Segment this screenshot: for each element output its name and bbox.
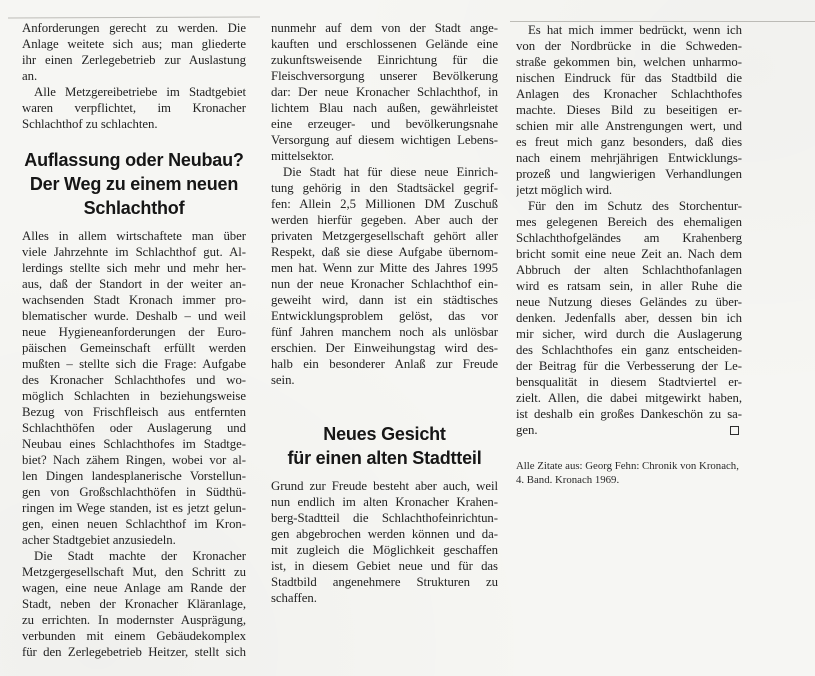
text-line: aus, daß der Standort in der weiter an-: [22, 277, 246, 291]
text-line: wagen, eine neue Anlage am Rande der: [22, 581, 246, 595]
text-line: Anforderungen gerecht zu werden. Die: [22, 21, 246, 35]
text-line: Respekt, daß sie diese Aufgabe übernom-: [271, 245, 498, 259]
text-line: geweiht wird, dann ist ein städtisches: [271, 293, 498, 307]
text-line: Die Stadt machte der Kronacher: [34, 549, 246, 563]
text-line: tung gehörig in den Stadtsäckel gegrif-: [271, 181, 498, 195]
column-1: [22, 20, 246, 660]
text-line: lerdings stellte sich mehr und mehr her-: [22, 261, 246, 275]
text-line: wird es ratsam sein, in aller Ruhe die: [516, 279, 742, 293]
text-line: Grund zur Freude besteht aber auch, weil: [271, 479, 498, 493]
end-of-article-mark: [730, 426, 739, 435]
text-line: schien mir alle Anstrengungen wert, und: [516, 119, 742, 133]
heading-line: Der Weg zu einem neuen: [29, 174, 239, 194]
text-line: des Kronacher Schlachthofes und wo-: [22, 373, 246, 387]
text-line: nunmehr auf dem von der Stadt ange-: [271, 21, 498, 35]
text-line: waren verpflichtet, im Kronacher: [22, 101, 246, 115]
text-line: des Schlachthofes ein ganz entscheiden-: [516, 343, 742, 357]
text-line: Fleischversorgung unserer Bevölkerung: [271, 69, 498, 83]
text-line: zielt. Allen, die dabei mitgewirkt haben,: [516, 391, 742, 405]
footnote: [516, 460, 742, 487]
footnote-line: Alle Zitate aus: Georg Fehn: Chronik von Kronach,: [516, 460, 739, 472]
heading-line: Auflassung oder Neubau?: [24, 150, 244, 170]
text-line: bensqualität in diesem Stadtviertel er-: [516, 375, 742, 389]
paragraph: [22, 548, 246, 660]
text-line: ringen im Wege standen, ist es jetzt gelun-: [22, 501, 246, 515]
text-line: Alle Metzgereibetriebe im Stadtgebiet: [34, 85, 246, 99]
text-line: bricht somit eine neue Zeit an. Nach dem: [516, 247, 742, 261]
text-line: denken. Jedenfalls aber, dessen bin ich: [516, 311, 742, 325]
paragraph: [22, 84, 246, 132]
paragraph: [22, 20, 246, 84]
text-line: Neubau eines Schlachthofes im Stadtge-: [22, 437, 246, 451]
text-line: blematischer wurde. Deshalb – und weil: [22, 309, 246, 323]
text-line: Es hat mich immer bedrückt, wenn ich: [528, 23, 742, 37]
text-line: Stadtbild angenehmere Strukturen zu: [271, 575, 498, 589]
paragraph: [271, 478, 498, 606]
text-line: werden hierfür gegeben. Aber auch der: [271, 213, 498, 227]
text-line: Abbruch der alten Schlachthofanlagen: [516, 263, 742, 277]
heading-neues-gesicht: [271, 422, 498, 470]
text-line: Bezug von Frischfleisch aus entfernten: [22, 405, 246, 419]
text-line: nun der neue Kronacher Schlachthof ein-: [271, 277, 498, 291]
text-line: möglich Schlachten in beziehungsweise: [22, 389, 246, 403]
text-line: verbunden mit einem Gebäudekomplex: [22, 629, 246, 643]
text-line: privaten Metzgergesellschaft gehört aller: [271, 229, 498, 243]
text-line: jetzt möglich wird.: [516, 183, 613, 197]
text-line: kauften und erschlossenen Gelände eine: [271, 37, 498, 51]
text-line: fen: Allein 2,5 Millionen DM Zuschuß: [271, 197, 498, 211]
text-line: zukunftsweisende Einrichtung für die: [271, 53, 498, 67]
text-line: dar: Der neue Kronacher Schlachthof, in: [271, 85, 498, 99]
text-line: berg-Stadtteil die Schlachthofeinrichtun-: [271, 511, 498, 525]
text-line: Stadt, neben der Kronacher Kläranlage,: [22, 597, 246, 611]
text-line: sein.: [271, 373, 295, 387]
text-line: prozeß und langwierigen Verhandlungen: [516, 167, 742, 181]
text-line: Alles in allem wirtschaftete man über: [22, 229, 246, 243]
text-line: Schlachthof zu schlachten.: [22, 117, 158, 131]
text-line: ist deshalb ein großes Dankeschön zu sa-: [516, 407, 742, 421]
text-line: men hat. Wenn zur Mitte des Jahres 1995: [271, 261, 498, 275]
text: gen.: [516, 423, 538, 437]
heading-line: für einen alten Stadtteil: [287, 448, 482, 468]
paragraph: [516, 198, 742, 438]
text-line: wachsenden Stadt Kronach immer pro-: [22, 293, 246, 307]
text-line: neue Nutzung dieses Geländes zu über-: [516, 295, 742, 309]
text-line: mit zugleich die Möglichkeit geschaffen: [271, 543, 498, 557]
heading-line: Neues Gesicht: [323, 424, 446, 444]
text-line: mir sicher, wird durch die Auslagerung: [516, 327, 742, 341]
top-rule-left: [8, 16, 260, 18]
text-line: Versorgung auf diesem wichtigen Lebens-: [271, 133, 498, 147]
text-line: mußten – stellte sich die Frage: Aufgabe: [22, 357, 246, 371]
text-line: Die Stadt hat für diese neue Einrich-: [283, 165, 498, 179]
column-2: [271, 20, 498, 606]
paragraph: [271, 164, 498, 388]
text-line: zu errichten. In modernster Ausprägung,: [22, 613, 246, 627]
text-line: neue Hygieneanforderungen der Euro-: [22, 325, 246, 339]
text-line: gen abgebrochen werden können und da-: [271, 527, 498, 541]
paragraph: [516, 22, 742, 198]
text-line: gen, einen neuen Schlachthof im Kron-: [22, 517, 246, 531]
paragraph: [22, 228, 246, 548]
heading-auflassung-oder-neubau: [22, 148, 246, 220]
text-line: von der Nordbrücke in die Schweden-: [516, 39, 742, 53]
text-line: straße gekommen bin, welchen unharmo-: [516, 55, 742, 69]
text-line: der Beitrag für die Verbesserung der Le-: [516, 359, 742, 373]
text-line: erschien. Der Einweihungstag wird des-: [271, 341, 498, 355]
text-line: Metzgergesellschaft Mut, den Schritt zu: [22, 565, 246, 579]
text-line: päischen Gemeinschaft erfüllt werden: [22, 341, 246, 355]
text-line: ihr einen Zerlegebetrieb zur Auslastung: [22, 53, 246, 67]
text-line: mittelsektor.: [271, 149, 334, 163]
heading-line: Schlachthof: [83, 198, 185, 218]
text-line: Schlachthöfen oder Auslagerung und: [22, 421, 246, 435]
column-3: [516, 22, 742, 487]
text-line: viele Jahrzehnte im Schlachthof gut. Al-: [22, 245, 246, 259]
text-line: fünf Jahren manchem noch als unlösbar: [271, 325, 498, 339]
text-line: es freut mich ganz besonders, daß dies: [516, 135, 742, 149]
text-line: Anlagen des Kronacher Schlachthofes: [516, 87, 742, 101]
text-line: ist, in diesem Gebiet neue und für das: [271, 559, 498, 573]
footnote-line: 4. Band. Kronach 1969.: [516, 473, 620, 486]
text-line: Entwicklungsproblem gelöst, das vor: [271, 309, 498, 323]
text-line: Schlachthofgeländes am Krahenberg: [516, 231, 742, 245]
text-line: [516, 422, 742, 438]
text-line: Anlage weitete sich aus; man gliederte: [22, 37, 246, 51]
text-line: nun endlich im alten Kronacher Krahen-: [271, 495, 498, 509]
text-line: len Dingen landesplanerische Vorstellun-: [22, 469, 246, 483]
text-line: eine erzeuger- und bevölkerungsnahe: [271, 117, 498, 131]
paragraph: [271, 20, 498, 164]
text-line: mes gelegenen Bereich des ehemaligen: [516, 215, 742, 229]
text-line: biet? Nach zähem Ringen, wobei vor al-: [22, 453, 246, 467]
text-line: Für den im Schutz des Storchentur-: [528, 199, 742, 213]
text-line: schaffen.: [271, 591, 317, 605]
text-line: gen von Großschlachthöfen in Südthü-: [22, 485, 246, 499]
text-line: nach einem mehrjährigen Entwicklungs-: [516, 151, 742, 165]
text-line: halb ein besonderer Anlaß zur Freude: [271, 357, 498, 371]
text-line: an.: [22, 69, 38, 83]
text-line: machte. Dieses Bild zu beseitigen er-: [516, 103, 742, 117]
text-line: nischen Eindruck für das Stadtbild die: [516, 71, 742, 85]
text-line: lichtem Blau nach außen, gewährleistet: [271, 101, 498, 115]
text-line: für den Zerlegebetrieb Heitzer, stellt sich: [22, 645, 246, 659]
text-line: acher Stadtgebiet anzusiedeln.: [22, 533, 176, 547]
